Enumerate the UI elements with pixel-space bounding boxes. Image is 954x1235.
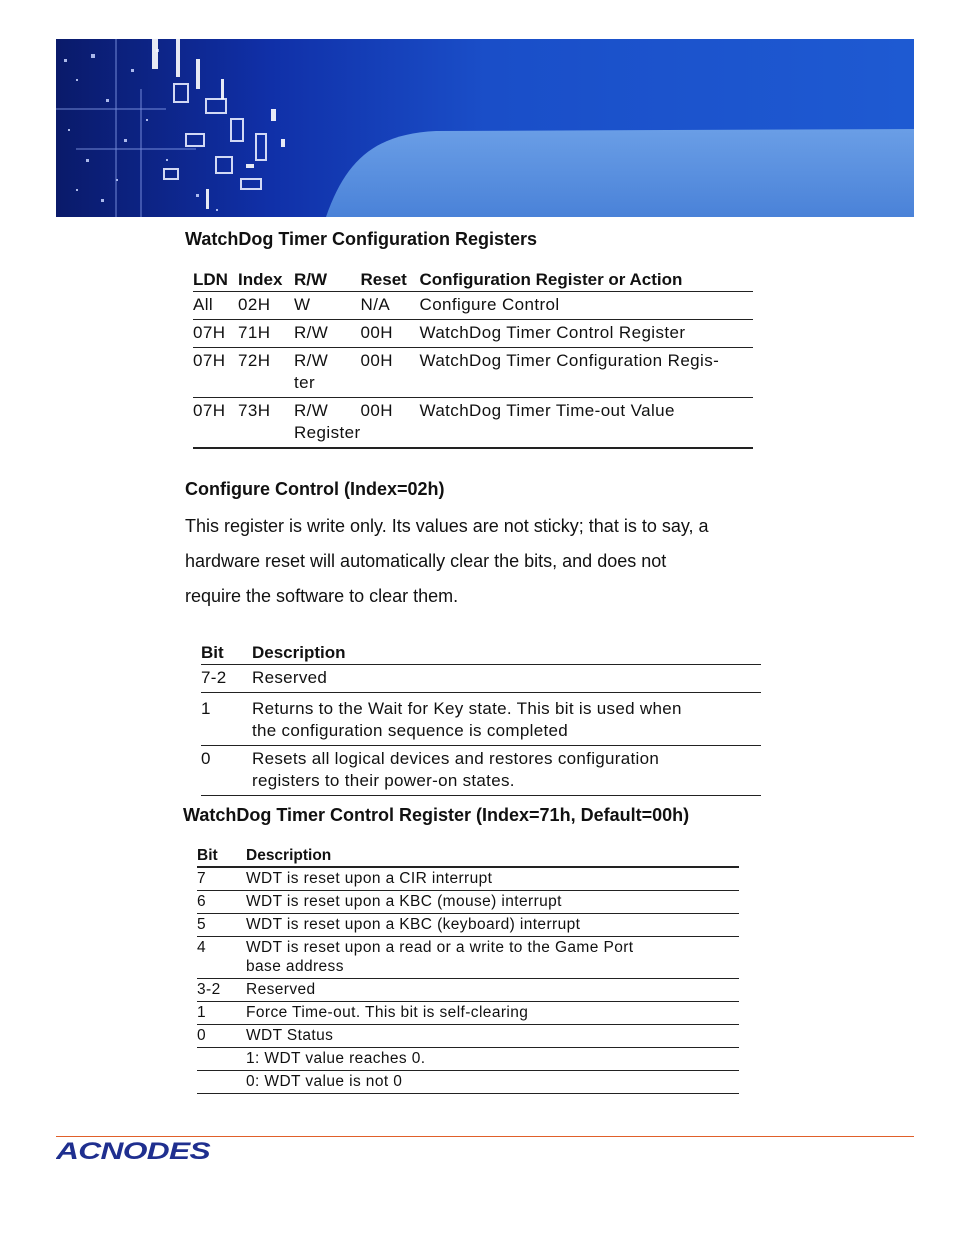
cell-index: 73H (238, 398, 294, 449)
table-header-row (201, 641, 761, 665)
paragraph-line: This register is write only. Its values are not sticky; that is to say, a (185, 516, 709, 536)
column-header-bit: Bit (201, 641, 252, 665)
configure-control-bit-table (201, 641, 761, 796)
acnodes-logo (56, 1138, 212, 1171)
table-row (193, 320, 753, 348)
wdt-control-bit-table (197, 845, 739, 1094)
cell-ldn: 07H (193, 320, 238, 348)
cell-bit (197, 1048, 246, 1071)
table-header-row (197, 845, 739, 867)
cell-continuation: Register (294, 423, 361, 442)
paragraph-line: require the software to clear them. (185, 586, 459, 606)
cell-ldn: All (193, 292, 238, 320)
circuit-board-banner-graphic (56, 39, 914, 217)
paragraph-line: hardware reset will automatically clear the bits, and does not (185, 551, 667, 571)
table-row (201, 665, 761, 693)
cell-rw: W (294, 292, 361, 320)
cell-bit: 1 (197, 1002, 246, 1025)
cell-description: Force Time-out. This bit is self-clearing (246, 1002, 739, 1025)
table-row (197, 937, 739, 979)
column-header-ldn: LDN (193, 268, 238, 292)
table-header-row (193, 268, 753, 292)
cell-description: WDT Status (246, 1025, 739, 1048)
cell-action: WatchDog Timer Time-out Value (420, 398, 753, 449)
cell-description (252, 665, 761, 693)
header-banner (56, 39, 914, 217)
column-header-index: Index (238, 268, 294, 292)
cell-description: WDT is reset upon a CIR interrupt (246, 867, 739, 891)
description-line: WDT is reset upon a read or a write to the Game Port (246, 939, 634, 956)
cell-description: Reserved (246, 979, 739, 1002)
cell-description: WDT is reset upon a KBC (mouse) interrupt (246, 891, 739, 914)
cell-continuation: ter (294, 373, 316, 392)
cell-rw: R/W (294, 320, 361, 348)
description-line: Reserved (252, 668, 328, 687)
cell-bit: 5 (197, 914, 246, 937)
table-row (197, 979, 739, 1002)
column-header-action: Configuration Register or Action (420, 268, 753, 292)
cell-reset: N/A (361, 292, 420, 320)
cell-rw (294, 398, 361, 449)
table-row (197, 1071, 739, 1094)
cell-action: WatchDog Timer Configuration Regis- (420, 348, 753, 398)
acnodes-logo-graphic (56, 1138, 212, 1164)
cell-ldn: 07H (193, 348, 238, 398)
cell-bit (197, 1071, 246, 1094)
table-row (197, 1025, 739, 1048)
cell-bit: 7 (197, 867, 246, 891)
table-row (193, 348, 753, 398)
register-section-title: WatchDog Timer Configuration Registers (185, 229, 538, 249)
cell-ldn: 07H (193, 398, 238, 449)
description-line: Returns to the Wait for Key state. This bit is used when (252, 699, 682, 718)
cell-bit: 4 (197, 937, 246, 979)
cell-description: 1: WDT value reaches 0. (246, 1048, 739, 1071)
cell-index: 02H (238, 292, 294, 320)
table-row (197, 914, 739, 937)
cell-description: 0: WDT value is not 0 (246, 1071, 739, 1094)
cell-action: Configure Control (420, 292, 753, 320)
wdt-control-register-title: WatchDog Timer Control Register (Index=71h, Default=00h) (183, 805, 690, 825)
table-row (197, 867, 739, 891)
table-row (197, 1048, 739, 1071)
description-line: registers to their power-on states. (252, 771, 515, 790)
configure-control-title: Configure Control (Index=02h) (185, 479, 445, 499)
register-table (193, 268, 753, 449)
cell-rw-value: R/W (294, 401, 329, 420)
cell-bit: 6 (197, 891, 246, 914)
cell-bit: 7-2 (201, 665, 252, 693)
cell-description: WDT is reset upon a KBC (keyboard) interrupt (246, 914, 739, 937)
column-header-description: Description (252, 641, 761, 665)
cell-bit: 3-2 (197, 979, 246, 1002)
cell-reset: 00H (361, 398, 420, 449)
column-header-bit: Bit (197, 845, 246, 867)
cell-index: 71H (238, 320, 294, 348)
cell-rw (294, 348, 361, 398)
cell-rw-value: R/W (294, 351, 329, 370)
table-row (193, 398, 753, 449)
column-header-rw: R/W (294, 268, 361, 292)
cell-reset: 00H (361, 320, 420, 348)
table-row (201, 693, 761, 746)
cell-action: WatchDog Timer Control Register (420, 320, 753, 348)
configure-control-paragraph (185, 509, 825, 614)
cell-description (252, 746, 761, 796)
svg-text:ACNODES: ACNODES (56, 1138, 211, 1164)
cell-reset: 00H (361, 348, 420, 398)
table-row (197, 1002, 739, 1025)
column-header-reset: Reset (361, 268, 420, 292)
table-row (197, 891, 739, 914)
cell-description (252, 693, 761, 746)
description-line: the configuration sequence is completed (252, 721, 569, 740)
table-row (193, 292, 753, 320)
table-row (201, 746, 761, 796)
column-header-description: Description (246, 845, 739, 867)
footer-divider (56, 1136, 914, 1137)
cell-bit: 1 (201, 693, 252, 746)
cell-description (246, 937, 739, 979)
description-line: base address (246, 958, 344, 975)
description-line: Resets all logical devices and restores configuration (252, 749, 660, 768)
cell-bit: 0 (201, 746, 252, 796)
cell-index: 72H (238, 348, 294, 398)
cell-bit: 0 (197, 1025, 246, 1048)
